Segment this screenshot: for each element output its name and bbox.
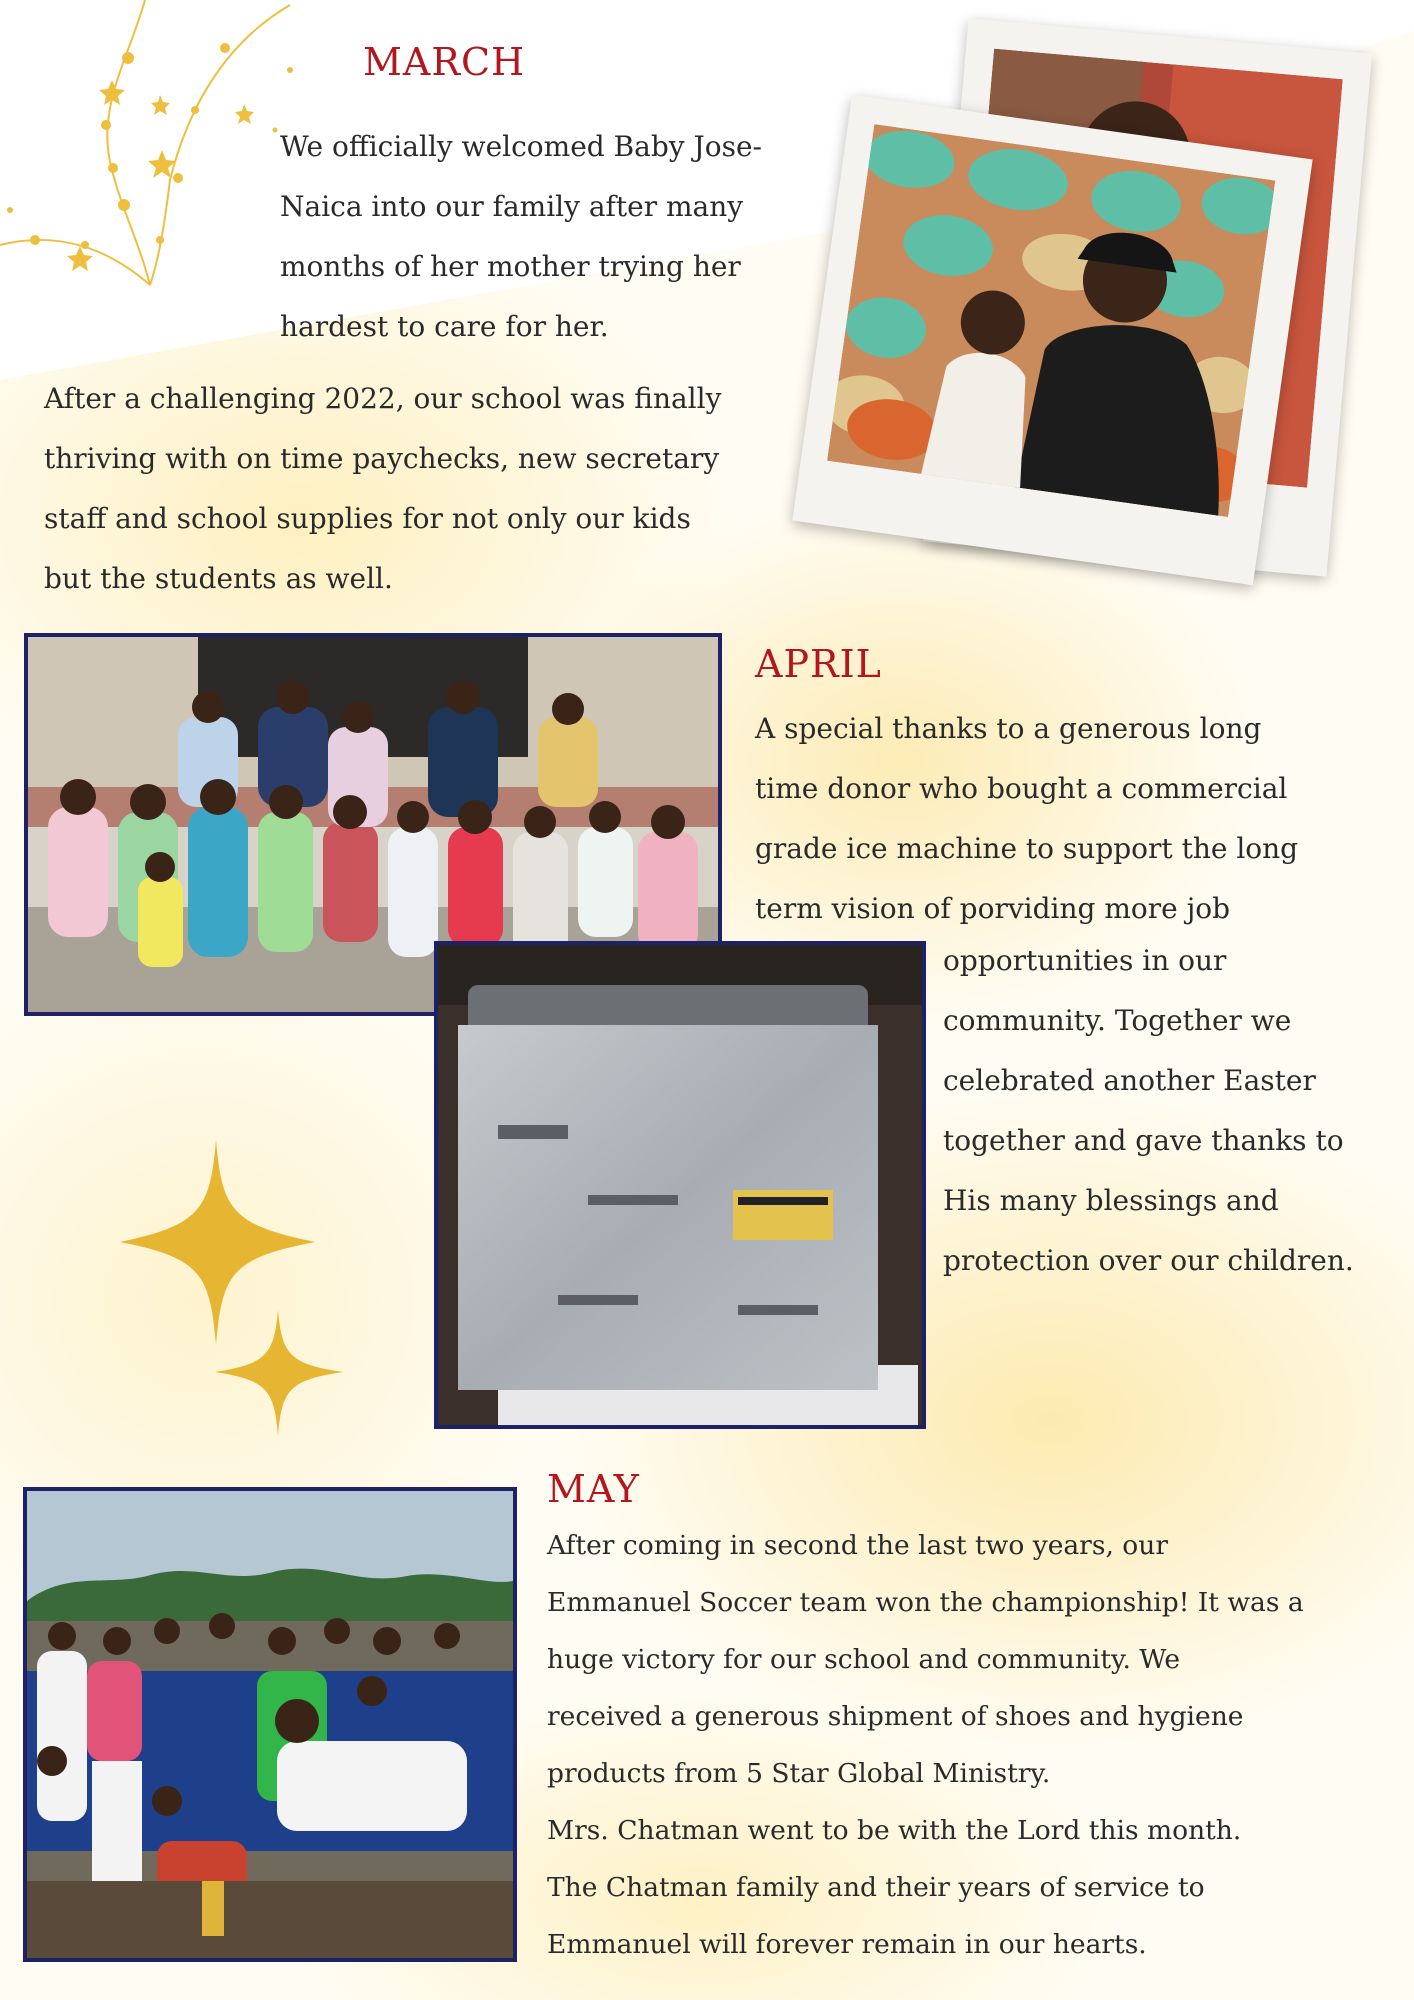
sparkle-icon [215,1310,345,1435]
may-paragraph [547,1517,1304,1973]
april-line: term vision of porviding more job [755,892,1231,925]
may-line: Emmanuel will forever remain in our hearts. [547,1929,1147,1960]
april-line: protection over our children. [943,1244,1354,1277]
may-line: The Chatman family and their years of service to [547,1872,1205,1903]
april-line: together and gave thanks to [943,1124,1344,1157]
march-line: staff and school supplies for not only our kids [44,502,691,535]
march-line: thriving with on time paychecks, new secretary [44,442,720,475]
march-line: Naica into our family after many [280,190,744,223]
april-paragraph-2 [943,931,1354,1291]
may-line: products from 5 Star Global Ministry. [547,1758,1051,1789]
march-paragraph-2 [44,369,721,609]
may-line: huge victory for our school and community. We [547,1644,1181,1675]
ice-machine-photo [434,941,926,1429]
march-line: We officially welcomed Baby Jose- [280,130,763,163]
soccer-team-photo [23,1487,517,1962]
star-constellation-icon [0,0,310,300]
april-line: grade ice machine to support the long [755,832,1299,865]
march-line: After a challenging 2022, our school was finally [44,382,722,415]
may-line: Mrs. Chatman went to be with the Lord this month. [547,1815,1242,1846]
march-heading: MARCH [363,40,526,84]
april-line: celebrated another Easter [943,1064,1316,1097]
april-line: opportunities in our [943,944,1227,977]
april-heading: APRIL [755,642,882,686]
polaroid-photo-front [792,95,1312,586]
april-paragraph-1 [755,699,1298,939]
april-line: community. Together we [943,1004,1292,1037]
march-line: but the students as well. [44,562,393,595]
march-line: months of her mother trying her [280,250,741,283]
april-line: A special thanks to a generous long [755,712,1262,745]
may-heading: MAY [547,1467,640,1511]
may-line: received a generous shipment of shoes and hygiene [547,1701,1244,1732]
may-line: After coming in second the last two years, our [547,1530,1168,1561]
march-paragraph-1 [280,117,762,357]
may-line: Emmanuel Soccer team won the championship! It was a [547,1587,1304,1618]
april-line: His many blessings and [943,1184,1279,1217]
april-line: time donor who bought a commercial [755,772,1288,805]
march-line: hardest to care for her. [280,310,609,343]
